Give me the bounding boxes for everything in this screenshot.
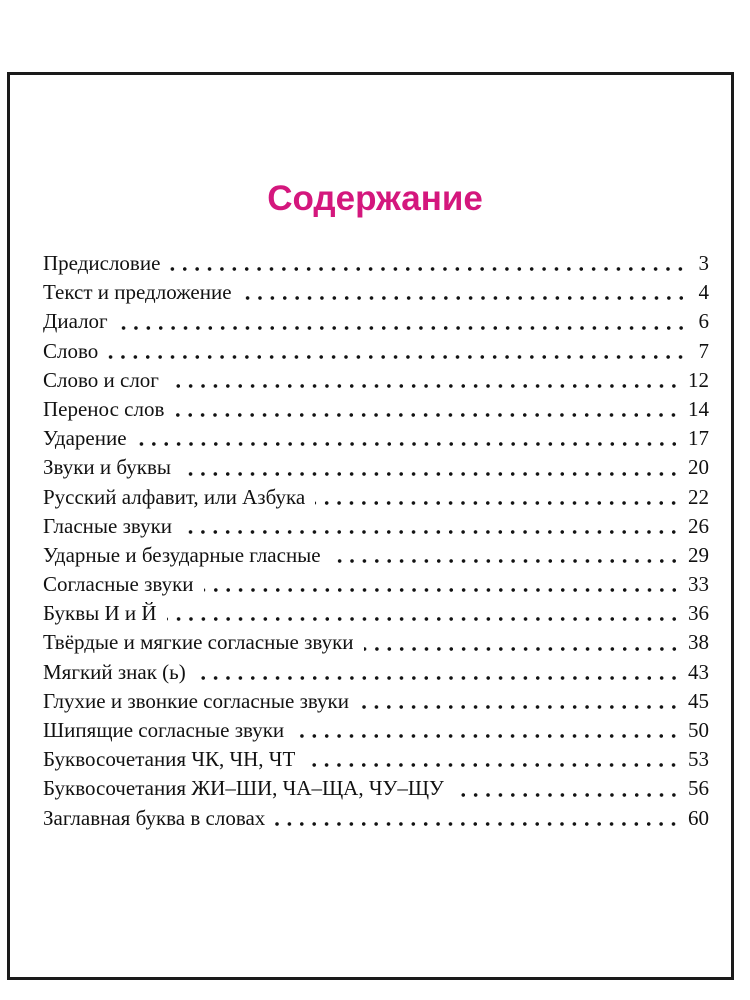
toc-item-page: 36 — [688, 601, 709, 626]
toc-row — [43, 806, 709, 835]
toc-item-label: Шипящие согласные звуки — [43, 718, 285, 742]
toc-row — [43, 339, 709, 368]
dot-leader — [242, 293, 687, 303]
toc-row — [43, 776, 709, 805]
toc-item-label: Мягкий знак (ь) — [43, 659, 186, 684]
toc-item-page: 4 — [698, 280, 709, 305]
toc-item-page: 20 — [688, 455, 709, 480]
dot-leader — [170, 264, 687, 274]
toc-item-label: Ударные и безударные гласные — [43, 542, 321, 567]
toc-item-label: Русский алфавит, или Азбука — [43, 484, 306, 509]
toc-row — [43, 426, 709, 455]
toc-item-label: Слово и слог — [43, 367, 159, 392]
dot-leader — [181, 469, 680, 479]
dot-leader — [331, 556, 680, 566]
dot-leader — [169, 381, 680, 391]
toc-item-page: 22 — [688, 484, 709, 509]
dot-leader — [359, 702, 680, 712]
toc-item-page: 38 — [688, 630, 709, 655]
toc-item-page: 6 — [698, 309, 709, 334]
toc-row — [43, 514, 709, 543]
toc-row — [43, 485, 709, 514]
dot-leader — [305, 760, 680, 770]
toc-item-label: Твёрдые и мягкие согласные звуки — [43, 630, 354, 655]
toc-row — [43, 601, 709, 630]
toc-row — [43, 368, 709, 397]
toc-item-page: 45 — [688, 688, 709, 713]
toc-item-page: 53 — [688, 747, 709, 772]
toc-item-label: Глухие и звонкие согласные звуки — [43, 688, 349, 713]
toc-item-page: 26 — [688, 513, 709, 538]
dot-leader — [167, 614, 680, 624]
toc-row — [43, 251, 709, 280]
toc-item-label: Перенос слов — [43, 396, 165, 421]
dot-leader — [118, 323, 687, 333]
toc-item-page: 50 — [688, 718, 709, 742]
toc-item-page: 7 — [698, 338, 709, 363]
toc-item-label: Звуки и буквы — [43, 455, 172, 480]
toc-item-page: 43 — [688, 659, 709, 684]
toc-row — [43, 397, 709, 426]
dot-leader — [294, 731, 680, 741]
table-of-contents — [43, 251, 709, 835]
toc-item-page: 33 — [688, 572, 709, 597]
dot-leader — [108, 352, 687, 362]
toc-item-label: Гласные звуки — [43, 513, 173, 538]
toc-row — [43, 718, 709, 747]
toc-item-label: Буквосочетания ЖИ–ШИ, ЧА–ЩА, ЧУ–ЩУ — [43, 776, 444, 801]
toc-item-label: Заглавная буква в словах — [43, 805, 266, 830]
dot-leader — [196, 673, 680, 683]
dot-leader — [315, 498, 680, 508]
toc-item-label: Согласные звуки — [43, 572, 194, 597]
dot-leader — [454, 790, 680, 800]
toc-item-page: 17 — [688, 426, 709, 451]
toc-item-label: Предисловие — [43, 251, 161, 275]
dot-leader — [174, 410, 680, 420]
toc-row — [43, 630, 709, 659]
dot-leader — [204, 585, 680, 595]
dot-leader — [182, 527, 680, 537]
toc-item-page: 14 — [688, 396, 709, 421]
toc-item-label: Ударение — [43, 426, 127, 451]
toc-item-page: 3 — [698, 251, 709, 275]
toc-row — [43, 572, 709, 601]
toc-row — [43, 689, 709, 718]
toc-item-label: Текст и предложение — [43, 280, 232, 305]
toc-row — [43, 747, 709, 776]
toc-item-label: Буквосочетания ЧК, ЧН, ЧТ — [43, 747, 296, 772]
dot-leader — [364, 644, 680, 654]
toc-row — [43, 280, 709, 309]
dot-leader — [137, 439, 680, 449]
toc-row — [43, 660, 709, 689]
toc-row — [43, 543, 709, 572]
toc-item-label: Диалог — [43, 309, 108, 334]
toc-item-page: 12 — [688, 367, 709, 392]
dot-leader — [275, 819, 680, 829]
toc-item-label: Слово — [43, 338, 99, 363]
toc-item-page: 56 — [688, 776, 709, 801]
toc-item-page: 60 — [688, 805, 709, 830]
toc-item-label: Буквы И и Й — [43, 601, 157, 626]
toc-row — [43, 309, 709, 338]
toc-row — [43, 455, 709, 484]
page-title: Содержание — [267, 179, 483, 218]
toc-item-page: 29 — [688, 542, 709, 567]
